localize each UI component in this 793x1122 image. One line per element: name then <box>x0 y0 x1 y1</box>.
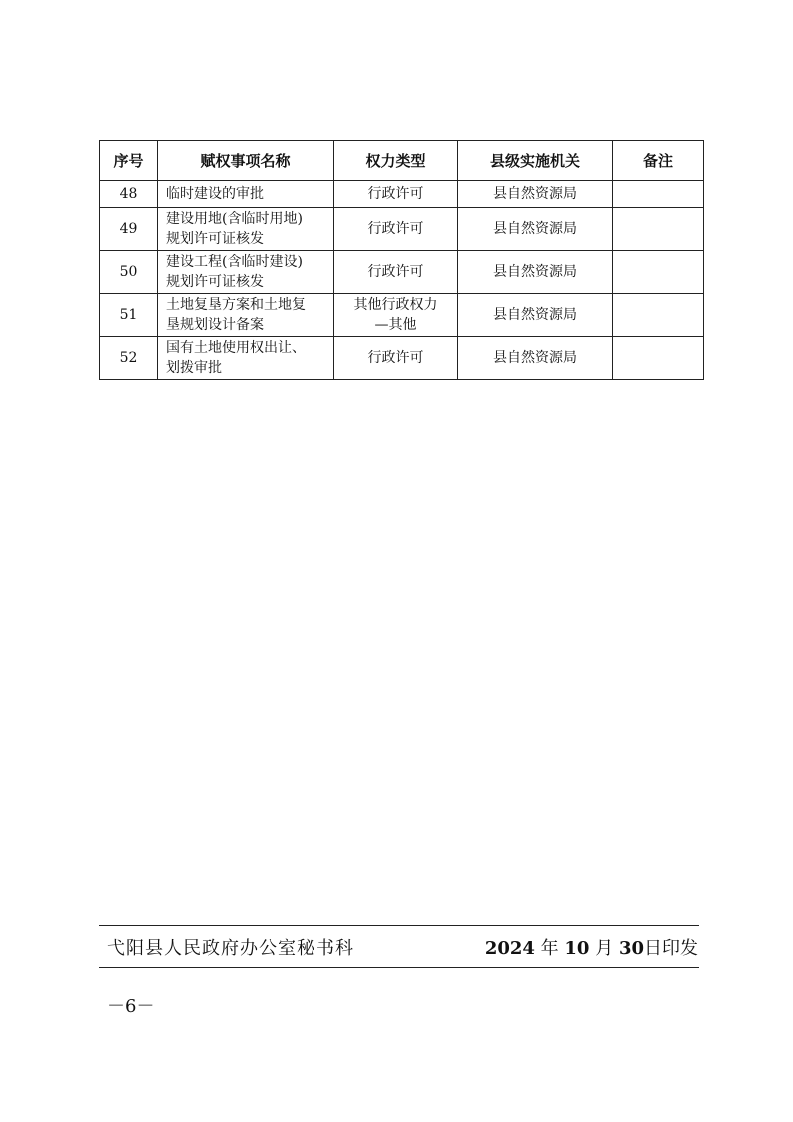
cell-item-name <box>158 208 334 251</box>
item-name-line: 建设用地(含临时用地) <box>166 211 303 227</box>
cell-serial: 51 <box>100 294 158 337</box>
power-type-line: 行政许可 <box>367 264 424 280</box>
table-row <box>100 181 704 208</box>
cell-item-name <box>158 181 334 208</box>
cell-power-type <box>334 337 458 380</box>
footer-top-rule <box>99 925 699 926</box>
authorization-table-container <box>99 140 703 380</box>
cell-item-name <box>158 337 334 380</box>
cell-power-type <box>334 294 458 337</box>
header-agency: 县级实施机关 <box>458 141 613 181</box>
item-name-line: 垦规划设计备案 <box>166 317 264 333</box>
cell-note <box>613 337 704 380</box>
table-row <box>100 251 704 294</box>
cell-agency: 县自然资源局 <box>458 251 613 294</box>
table-row <box>100 337 704 380</box>
footer-month-unit: 月 <box>595 938 614 959</box>
cell-agency: 县自然资源局 <box>458 294 613 337</box>
footer-bottom-rule <box>99 967 699 968</box>
footer-year: 2024 <box>484 938 535 959</box>
header-power-type: 权力类型 <box>334 141 458 181</box>
table-row <box>100 208 704 251</box>
footer-issuer: 弋阳县人民政府办公室秘书科 <box>107 938 354 959</box>
item-name-line: 土地复垦方案和土地复 <box>166 297 306 313</box>
table-row <box>100 294 704 337</box>
cell-note <box>613 208 704 251</box>
item-name-line: 划拨审批 <box>166 360 222 376</box>
cell-item-name <box>158 294 334 337</box>
cell-power-type <box>334 251 458 294</box>
cell-note <box>613 181 704 208</box>
power-type-line: 其他行政权力 <box>353 297 438 313</box>
cell-note <box>613 294 704 337</box>
cell-serial: 52 <box>100 337 158 380</box>
power-type-line: 行政许可 <box>367 350 424 366</box>
item-name-line: 规划许可证核发 <box>166 231 264 247</box>
cell-power-type <box>334 208 458 251</box>
power-type-line: 行政许可 <box>367 221 424 237</box>
authorization-table <box>99 140 704 380</box>
cell-note <box>613 251 704 294</box>
cell-agency: 县自然资源局 <box>458 208 613 251</box>
cell-serial: 50 <box>100 251 158 294</box>
footer-year-unit: 年 <box>540 938 559 959</box>
cell-serial: 49 <box>100 208 158 251</box>
footer-day-suffix: 日印发 <box>644 938 698 959</box>
header-item-name: 赋权事项名称 <box>158 141 334 181</box>
power-type-line: —其他 <box>374 317 417 333</box>
footer-month: 10 <box>564 938 590 959</box>
cell-item-name <box>158 251 334 294</box>
power-type-line: 行政许可 <box>367 186 424 202</box>
cell-agency: 县自然资源局 <box>458 181 613 208</box>
header-note: 备注 <box>613 141 704 181</box>
cell-serial: 48 <box>100 181 158 208</box>
header-serial: 序号 <box>100 141 158 181</box>
cell-power-type <box>334 181 458 208</box>
cell-agency: 县自然资源局 <box>458 337 613 380</box>
item-name-line: 规划许可证核发 <box>166 274 264 290</box>
page-number: －6－ <box>107 996 155 1017</box>
item-name-line: 国有土地使用权出让、 <box>166 340 306 356</box>
item-name-line: 临时建设的审批 <box>166 186 264 202</box>
footer-issue-date <box>485 934 698 960</box>
footer-day: 30 <box>618 938 644 959</box>
item-name-line: 建设工程(含临时建设) <box>166 254 303 270</box>
table-header-row <box>100 141 704 181</box>
